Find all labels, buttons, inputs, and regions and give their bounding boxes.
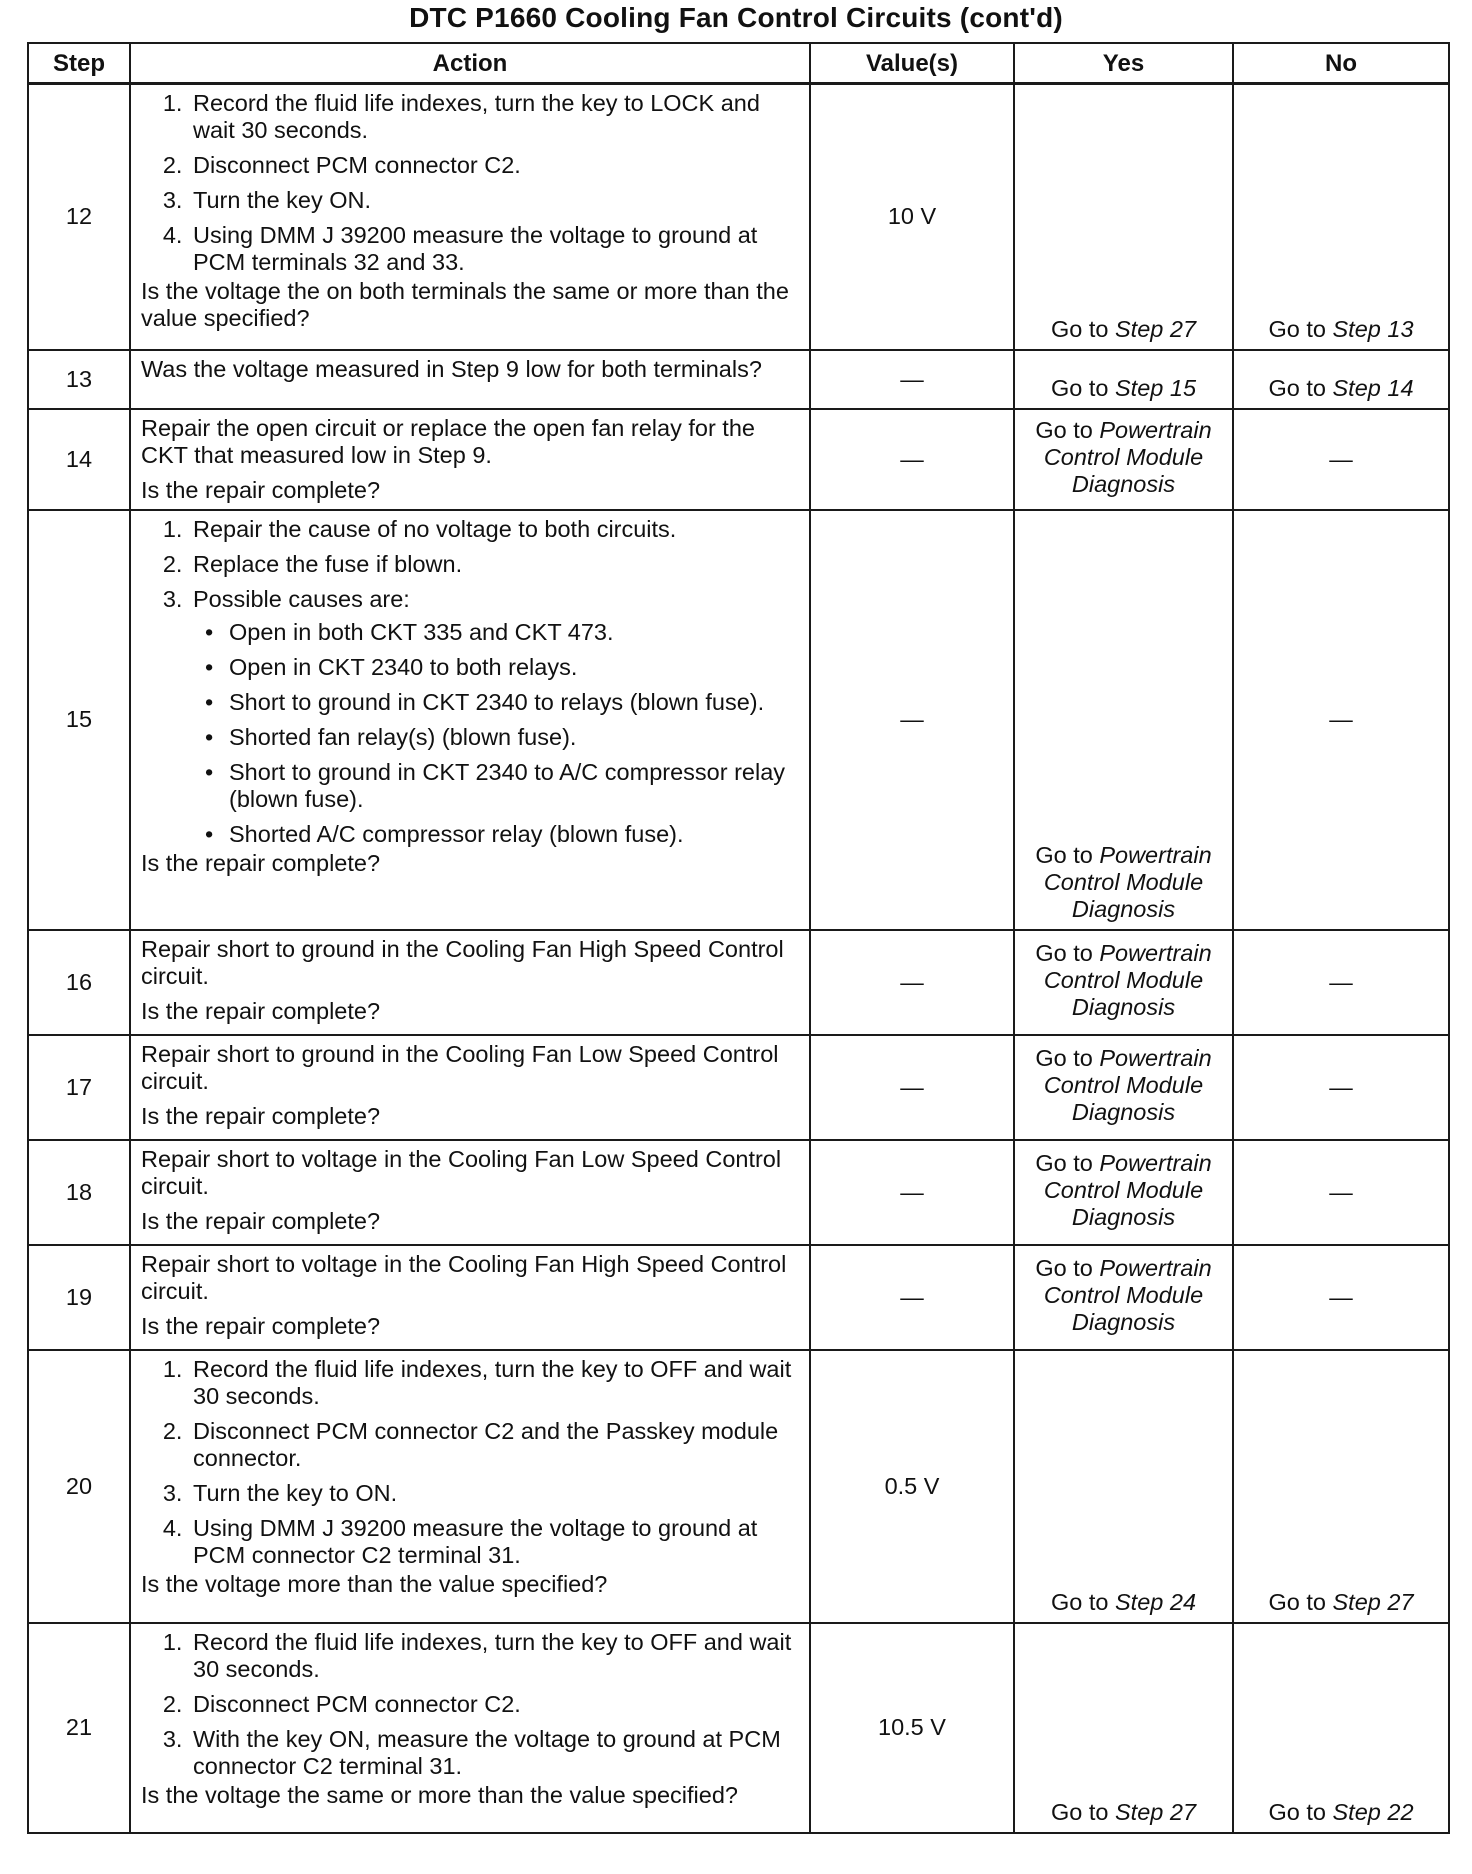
goto-link[interactable]: Step 22 <box>1332 1798 1414 1825</box>
goto-link[interactable]: Step 13 <box>1332 315 1414 342</box>
step-number: 12 <box>28 84 130 350</box>
instruction-item: 1. Record the fluid life indexes, turn the key to LOCK and wait 30 seconds. <box>189 90 799 144</box>
table-row <box>28 1350 1449 1623</box>
yes-cell <box>1014 409 1233 510</box>
goto-link[interactable]: Powertrain <box>1099 1150 1212 1176</box>
goto-link[interactable]: Control Module <box>1043 1072 1204 1098</box>
possible-causes-list <box>193 619 799 848</box>
goto-text: Go to <box>1035 841 1093 868</box>
goto-link[interactable]: Diagnosis <box>1071 1099 1176 1125</box>
value-cell: — <box>810 1245 1014 1350</box>
yes-cell <box>1014 1035 1233 1140</box>
numbered-instructions <box>141 1629 799 1780</box>
cause-item: • Open in both CKT 335 and CKT 473. <box>225 619 799 646</box>
numbered-instructions <box>141 1356 799 1569</box>
action-question: Is the repair complete? <box>141 476 381 503</box>
goto-link[interactable]: Control Module <box>1043 444 1204 470</box>
yes-cell <box>1014 1623 1233 1833</box>
action-question: Is the repair complete? <box>141 1102 381 1129</box>
instruction-item: 2. Disconnect PCM connector C2. <box>189 152 799 179</box>
action-cell <box>130 1035 810 1140</box>
no-cell: — <box>1233 409 1449 510</box>
step-number: 16 <box>28 930 130 1035</box>
header-action: Action <box>130 43 810 84</box>
cause-item: • Shorted fan relay(s) (blown fuse). <box>225 724 799 751</box>
value-cell: 10 V <box>810 84 1014 350</box>
table-row <box>28 1245 1449 1350</box>
value-cell: — <box>810 1140 1014 1245</box>
cause-item: • Short to ground in CKT 2340 to A/C compressor relay (blown fuse). <box>225 759 799 813</box>
goto-link[interactable]: Step 14 <box>1332 374 1414 401</box>
goto-text: Go to <box>1035 1045 1093 1071</box>
table-row <box>28 1140 1449 1245</box>
action-cell <box>130 510 810 930</box>
no-cell: — <box>1233 930 1449 1035</box>
table-row <box>28 1623 1449 1833</box>
yes-cell <box>1014 84 1233 350</box>
action-question: Is the voltage more than the value specified? <box>141 1570 608 1597</box>
goto-link[interactable]: Diagnosis <box>1071 994 1176 1020</box>
goto-text: Go to <box>1268 1798 1326 1825</box>
step-number: 17 <box>28 1035 130 1140</box>
goto-text: Go to <box>1050 1798 1109 1825</box>
table-row <box>28 510 1449 930</box>
goto-link[interactable]: Powertrain <box>1099 940 1212 966</box>
goto-link[interactable]: Step 27 <box>1115 315 1197 342</box>
action-text: Repair short to voltage in the Cooling Fan High Speed Control circuit. <box>141 1250 787 1304</box>
action-cell <box>130 84 810 350</box>
action-text: Repair short to voltage in the Cooling Fan Low Speed Control circuit. <box>141 1145 782 1199</box>
table-row <box>28 930 1449 1035</box>
no-cell <box>1233 1623 1449 1833</box>
no-cell <box>1233 84 1449 350</box>
instruction-item: 4. Using DMM J 39200 measure the voltage to ground at PCM terminals 32 and 33. <box>189 222 799 276</box>
page-title: DTC P1660 Cooling Fan Control Circuits (cont'd) <box>409 2 1063 33</box>
action-text: Repair short to ground in the Cooling Fan High Speed Control circuit. <box>141 935 784 989</box>
action-cell <box>130 1623 810 1833</box>
step-number: 14 <box>28 409 130 510</box>
yes-cell <box>1014 1245 1233 1350</box>
action-question: Is the repair complete? <box>141 1207 381 1234</box>
goto-link[interactable]: Step 15 <box>1115 374 1197 401</box>
goto-link[interactable]: Diagnosis <box>1071 471 1176 497</box>
instruction-item: 1. Record the fluid life indexes, turn the key to OFF and wait 30 seconds. <box>189 1356 799 1410</box>
yes-cell <box>1014 350 1233 409</box>
goto-text: Go to <box>1035 1255 1093 1281</box>
step-number: 20 <box>28 1350 130 1623</box>
cause-item: • Shorted A/C compressor relay (blown fuse). <box>225 821 799 848</box>
goto-text: Go to <box>1035 1150 1093 1176</box>
instruction-item: 2. Disconnect PCM connector C2 and the Passkey module connector. <box>189 1418 799 1472</box>
value-cell: — <box>810 510 1014 930</box>
header-no: No <box>1233 43 1449 84</box>
diagnostic-table <box>27 42 1450 1834</box>
instruction-item: 2. Replace the fuse if blown. <box>189 551 799 578</box>
value-cell: — <box>810 1035 1014 1140</box>
value-cell: — <box>810 930 1014 1035</box>
table-row <box>28 1035 1449 1140</box>
goto-link[interactable]: Powertrain <box>1099 1045 1212 1071</box>
step-number: 13 <box>28 350 130 409</box>
goto-link[interactable]: Step 24 <box>1115 1588 1197 1615</box>
goto-link[interactable]: Control Module <box>1043 967 1204 993</box>
header-values: Value(s) <box>810 43 1014 84</box>
goto-link[interactable]: Control Module <box>1043 1177 1204 1203</box>
goto-text: Go to <box>1050 1588 1109 1615</box>
value-cell: 0.5 V <box>810 1350 1014 1623</box>
yes-cell <box>1014 510 1233 930</box>
header-step: Step <box>28 43 130 84</box>
header-yes: Yes <box>1014 43 1233 84</box>
goto-link[interactable]: Control Module <box>1043 1282 1204 1308</box>
goto-text: Go to <box>1035 940 1093 966</box>
action-cell <box>130 1140 810 1245</box>
instruction-text: Possible causes are: <box>193 585 410 612</box>
goto-link[interactable]: Step 27 <box>1115 1798 1197 1825</box>
no-cell: — <box>1233 1245 1449 1350</box>
yes-cell <box>1014 1140 1233 1245</box>
action-cell: Was the voltage measured in Step 9 low for both terminals? <box>130 350 810 409</box>
table-row <box>28 409 1449 510</box>
goto-link[interactable]: Step 27 <box>1332 1588 1414 1615</box>
action-question: Is the repair complete? <box>141 997 381 1024</box>
goto-text: Go to <box>1268 374 1326 401</box>
goto-text: Go to <box>1050 374 1109 401</box>
goto-link[interactable]: Diagnosis <box>1071 1309 1176 1335</box>
table-row <box>28 350 1449 409</box>
action-cell <box>130 1350 810 1623</box>
action-cell <box>130 1245 810 1350</box>
no-cell: — <box>1233 1035 1449 1140</box>
instruction-item: 4. Using DMM J 39200 measure the voltage to ground at PCM connector C2 terminal 31. <box>189 1515 799 1569</box>
value-cell: — <box>810 350 1014 409</box>
table-header-row <box>28 43 1449 84</box>
instruction-item: 1. Record the fluid life indexes, turn the key to OFF and wait 30 seconds. <box>189 1629 799 1683</box>
no-cell <box>1233 1350 1449 1623</box>
step-number: 21 <box>28 1623 130 1833</box>
goto-text: Go to <box>1268 1588 1326 1615</box>
goto-link[interactable]: Diagnosis <box>1071 1204 1176 1230</box>
no-cell <box>1233 350 1449 409</box>
step-number: 19 <box>28 1245 130 1350</box>
numbered-instructions <box>141 516 799 848</box>
instruction-item: 2. Disconnect PCM connector C2. <box>189 1691 799 1718</box>
action-question: Is the voltage the same or more than the value specified? <box>141 1781 738 1808</box>
yes-cell <box>1014 1350 1233 1623</box>
goto-link[interactable]: Powertrain <box>1099 841 1212 868</box>
action-question: Is the voltage the on both terminals the same or more than the value specified? <box>141 278 789 331</box>
step-number: 15 <box>28 510 130 930</box>
action-text: Repair the open circuit or replace the open fan relay for the CKT that measured low in Step 9. <box>141 414 755 468</box>
goto-link[interactable]: Powertrain <box>1099 417 1212 443</box>
action-cell <box>130 409 810 510</box>
value-cell: — <box>810 409 1014 510</box>
goto-link[interactable]: Control Module <box>1043 868 1204 895</box>
value-cell: 10.5 V <box>810 1623 1014 1833</box>
instruction-item: 3. Turn the key ON. <box>189 187 799 214</box>
yes-cell <box>1014 930 1233 1035</box>
goto-text: Go to <box>1050 315 1109 342</box>
instruction-item: 1. Repair the cause of no voltage to both circuits. <box>189 516 799 543</box>
action-text: Repair short to ground in the Cooling Fan Low Speed Control circuit. <box>141 1040 779 1094</box>
instruction-item: 3. Turn the key to ON. <box>189 1480 799 1507</box>
action-question: Is the repair complete? <box>141 849 381 876</box>
cause-item: • Short to ground in CKT 2340 to relays (blown fuse). <box>225 689 799 716</box>
cause-item: • Open in CKT 2340 to both relays. <box>225 654 799 681</box>
step-number: 18 <box>28 1140 130 1245</box>
no-cell: — <box>1233 1140 1449 1245</box>
action-cell <box>130 930 810 1035</box>
goto-link[interactable]: Powertrain <box>1099 1255 1212 1281</box>
goto-text: Go to <box>1268 315 1326 342</box>
table-row <box>28 84 1449 350</box>
instruction-item: 3. With the key ON, measure the voltage to ground at PCM connector C2 terminal 31. <box>189 1726 799 1780</box>
action-question: Is the repair complete? <box>141 1312 381 1339</box>
no-cell: — <box>1233 510 1449 930</box>
instruction-item <box>189 586 799 848</box>
numbered-instructions <box>141 90 799 276</box>
goto-link[interactable]: Diagnosis <box>1071 895 1176 922</box>
goto-text: Go to <box>1035 417 1093 443</box>
